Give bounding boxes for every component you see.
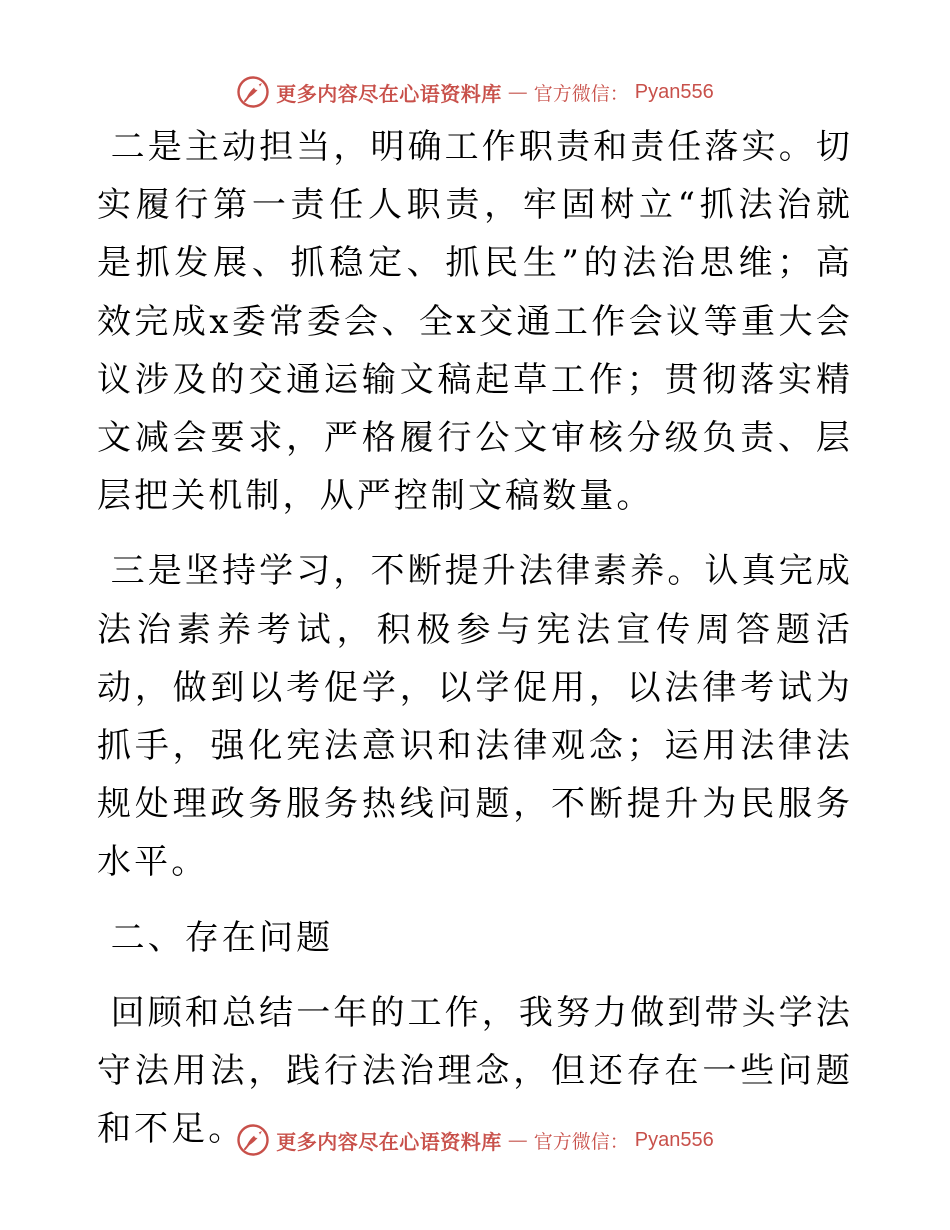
document-body	[97, 118, 853, 1158]
footer-banner	[0, 1118, 950, 1162]
header-banner	[0, 70, 950, 114]
footer-banner-content	[236, 1123, 713, 1157]
banner-main-text: 更多内容尽在心语资料库	[276, 81, 502, 106]
paragraph-study: 三是坚持学习，不断提升法律素养。认真完成法治素养考试，积极参与宪法宣传周答题活动，做到以考促学，以学促用，以法律考试为抓手，强化宪法意识和法律观念；运用法律法规处理政务服务热线问题，不断提升为民服务水平。	[97, 551, 853, 883]
paragraph-review: 回顾和总结一年的工作，我努力做到带头学法守法用法，践行法治理念，但还存在一些问题和不足。	[97, 992, 853, 1150]
banner-wechat-id: Pyan556	[634, 80, 714, 103]
banner-wechat-id: Pyan556	[634, 1128, 714, 1151]
banner-separator: —	[507, 80, 528, 104]
banner-separator: —	[507, 1128, 528, 1152]
header-banner-content	[236, 75, 713, 109]
banner-wechat-label: 官方微信：	[533, 82, 629, 105]
section-heading-problems: 二、存在问题	[110, 917, 334, 958]
quill-circle-icon	[236, 1123, 270, 1157]
quill-circle-icon	[236, 75, 270, 109]
banner-wechat-label: 官方微信：	[533, 1130, 629, 1153]
paragraph-duty: 二是主动担当，明确工作职责和责任落实。切实履行第一责任人职责，牢固树立“抓法治就是抓发展、抓稳定、抓民生”的法治思维；高效完成x委常委会、全x交通工作会议等重大会议涉及的交通运输文稿起草工作；贯彻落实精文减会要求，严格履行公文审核分级负责、层层把关机制，从严控制文稿数量。	[97, 127, 853, 517]
banner-main-text: 更多内容尽在心语资料库	[276, 1129, 502, 1154]
